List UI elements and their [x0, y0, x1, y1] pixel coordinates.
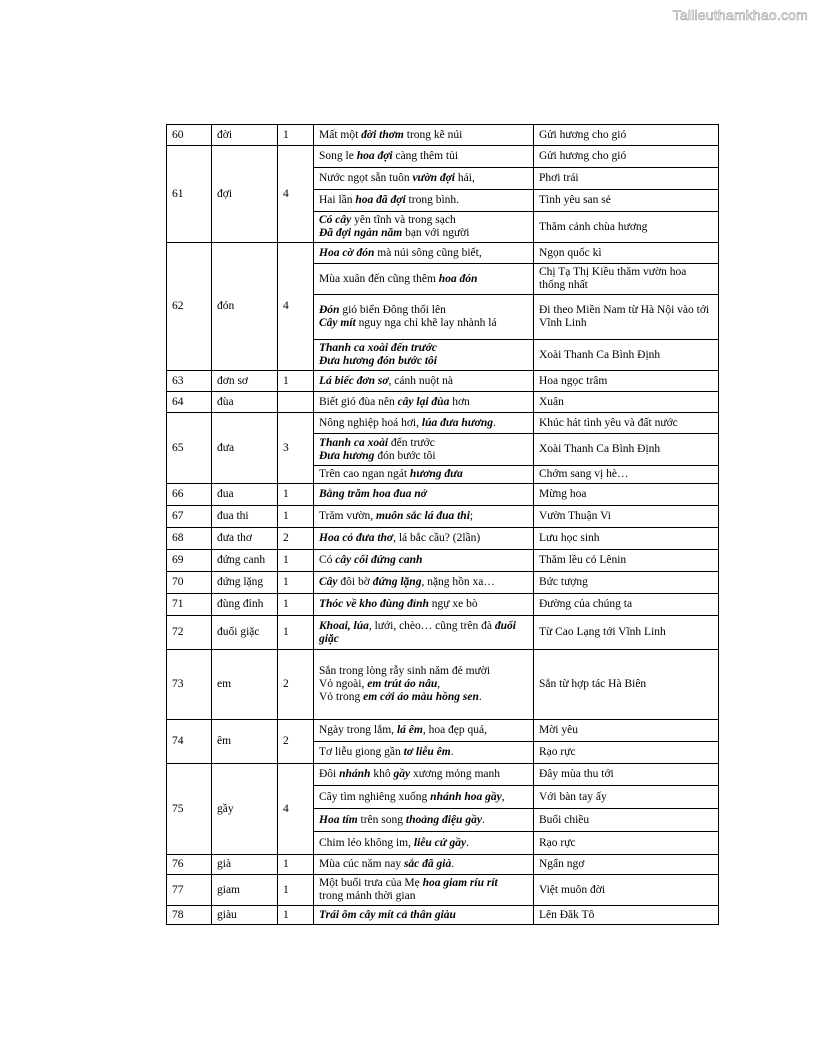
row-number: 70 [167, 572, 212, 594]
row-number: 72 [167, 616, 212, 650]
poem-title-cell [534, 855, 719, 875]
poem-title: Xoài Thanh Ca Bình Định [539, 348, 661, 361]
count-cell: 1 [278, 550, 314, 572]
verse-cell [314, 295, 534, 340]
poem-title: Việt muôn đời [539, 883, 606, 896]
row-number: 77 [167, 875, 212, 906]
table-row [167, 243, 719, 264]
word-cell: giam [212, 875, 278, 906]
table-row [167, 371, 719, 392]
poem-title: Đi theo Miền Nam từ Hà Nội vào tới Vĩnh Linh [539, 304, 710, 329]
verse-cell [314, 434, 534, 466]
verse-cell [314, 125, 534, 146]
verse-text: Đôi nhánh khô gầy xương mỏng manh [319, 768, 501, 780]
verse-cell [314, 616, 534, 650]
poem-title: Chớm sang vị hè… [539, 468, 629, 480]
word-cell: đưa [212, 413, 278, 484]
verse-cell [314, 506, 534, 528]
row-number: 60 [167, 125, 212, 146]
poem-title-cell [534, 906, 719, 925]
row-number: 62 [167, 243, 212, 371]
poem-title-cell [534, 168, 719, 190]
poem-title: Từ Cao Lạng tới Vĩnh Linh [539, 626, 666, 638]
poem-title: Tình yêu san sẻ [539, 194, 611, 206]
table-row [167, 146, 719, 168]
word-cell: đùng đỉnh [212, 594, 278, 616]
verse-cell [314, 650, 534, 720]
word-cell: đùa [212, 392, 278, 413]
verse-cell [314, 594, 534, 616]
word-cell: gầy [212, 764, 278, 855]
verse-cell [314, 720, 534, 742]
row-number: 64 [167, 392, 212, 413]
verse-cell [314, 855, 534, 875]
verse-text: Ngày trong lắm, lá êm, hoa đẹp quá, [319, 724, 488, 736]
verse-text: Hai lần hoa đã đợi trong bình. [319, 194, 460, 206]
verse-cell [314, 146, 534, 168]
verse-cell [314, 340, 534, 371]
word-cell: già [212, 855, 278, 875]
poem-title-cell [534, 616, 719, 650]
verse-text: Cây đôi bờ đứng lặng, nặng hồn xa… [319, 576, 495, 588]
verse-cell [314, 484, 534, 506]
count-cell: 1 [278, 572, 314, 594]
count-cell: 4 [278, 146, 314, 243]
verse-text: Trên cao ngan ngát hương đưa [319, 468, 463, 480]
table-row [167, 392, 719, 413]
verse-text: Thóc về kho đùng đỉnh ngự xe bò [319, 598, 478, 610]
poem-title: Rạo rực [539, 836, 576, 849]
verse-text: Song le hoa đợi càng thêm tủi [319, 150, 459, 162]
poem-title-cell [534, 720, 719, 742]
word-table-body [167, 125, 719, 925]
count-cell: 2 [278, 528, 314, 550]
watermark-text: Tailieuthamkhao.com [672, 7, 808, 23]
verse-text: Mùa cúc năm nay sắc đã già. [319, 858, 455, 870]
word-cell: đua thi [212, 506, 278, 528]
word-cell: đua [212, 484, 278, 506]
poem-title-cell [534, 528, 719, 550]
count-cell: 4 [278, 243, 314, 371]
poem-title: Rạo rực [539, 746, 576, 758]
row-number: 68 [167, 528, 212, 550]
verse-cell [314, 466, 534, 484]
poem-title: Với bàn tay ấy [539, 790, 607, 803]
count-cell: 1 [278, 616, 314, 650]
verse-text: Mất một đời thơm trong kẽ núi [319, 128, 463, 141]
poem-title-cell [534, 809, 719, 832]
word-cell: đời [212, 125, 278, 146]
word-cell: đơn sơ [212, 371, 278, 392]
poem-title: Thăm lều cỏ Lênin [539, 554, 627, 566]
verse-text: Nước ngọt sẵn tuôn vườn đợi hái, [319, 172, 475, 184]
verse-text: Hoa tím trên song thoảng điệu gầy. [319, 813, 485, 826]
poem-title-cell [534, 190, 719, 212]
verse-text: Đón gió biển Đông thổi lên Cây mít nguy nga chỉ khẽ lay nhành lá [319, 304, 497, 329]
poem-title-cell [534, 572, 719, 594]
word-cell: đợi [212, 146, 278, 243]
word-cell: đứng lặng [212, 572, 278, 594]
poem-title: Vườn Thuận Vi [539, 510, 611, 522]
verse-cell [314, 742, 534, 764]
word-cell: đứng canh [212, 550, 278, 572]
poem-title: Khúc hát tình yêu và đất nước [539, 416, 678, 429]
poem-title: Gửi hương cho gió [539, 128, 627, 141]
table-row [167, 906, 719, 925]
poem-title-cell [534, 340, 719, 371]
row-number: 66 [167, 484, 212, 506]
count-cell: 1 [278, 906, 314, 925]
verse-cell [314, 392, 534, 413]
poem-title: Lên Đăk Tô [539, 908, 595, 921]
row-number: 75 [167, 764, 212, 855]
verse-text: Hoa cờ đón mà núi sông cũng biết, [319, 246, 482, 259]
poem-title-cell [534, 466, 719, 484]
verse-text: Bằng trăm hoa đua nở [319, 488, 427, 500]
verse-text: Trăm vườn, muôn sắc lá đua thi; [319, 510, 474, 522]
poem-title: Xuân [539, 395, 564, 408]
count-cell [278, 392, 314, 413]
verse-text: Có cây yên tĩnh và trong sạch Đã đợi ngàn năm bạn với người [319, 214, 470, 239]
poem-title-cell [534, 243, 719, 264]
verse-cell [314, 190, 534, 212]
word-cell: đưa thơ [212, 528, 278, 550]
table-row [167, 764, 719, 786]
poem-title-cell [534, 832, 719, 855]
table-row [167, 125, 719, 146]
verse-cell [314, 786, 534, 809]
verse-cell [314, 906, 534, 925]
poem-title: Xoài Thanh Ca Bình Định [539, 443, 661, 455]
row-number: 61 [167, 146, 212, 243]
word-cell: giàu [212, 906, 278, 925]
table-row [167, 528, 719, 550]
verse-text: Cây tìm nghiêng xuống nhánh hoa gầy, [319, 790, 505, 803]
count-cell: 1 [278, 875, 314, 906]
word-cell: êm [212, 720, 278, 764]
verse-text: Thanh ca xoài đến trước Đưa hương đón bước tôi [319, 436, 436, 462]
table-row [167, 550, 719, 572]
poem-title-cell [534, 650, 719, 720]
verse-text: Chim léo không im, liễu cứ gầy. [319, 836, 469, 849]
row-number: 67 [167, 506, 212, 528]
verse-cell [314, 413, 534, 434]
poem-title-cell [534, 392, 719, 413]
table-row [167, 572, 719, 594]
poem-title: Thăm cảnh chùa hương [539, 220, 648, 233]
table-row [167, 650, 719, 720]
verse-text: Hoa cỏ đưa thơ, lá bắc cầu? (2lần) [319, 532, 481, 544]
verse-text: Biết gió đùa nên cây lại đùa hơn [319, 395, 470, 408]
table-row [167, 616, 719, 650]
verse-cell [314, 764, 534, 786]
verse-cell [314, 528, 534, 550]
poem-title-cell [534, 764, 719, 786]
count-cell: 1 [278, 594, 314, 616]
row-number: 76 [167, 855, 212, 875]
verse-text: Mùa xuân đến cũng thêm hoa đón [319, 272, 478, 285]
row-number: 63 [167, 371, 212, 392]
poem-title-cell [534, 371, 719, 392]
poem-title: Gửi hương cho gió [539, 150, 627, 162]
poem-title: Bức tượng [539, 576, 588, 588]
count-cell: 4 [278, 764, 314, 855]
poem-title-cell [534, 742, 719, 764]
verse-text: Tơ liễu giong gần tơ liễu êm. [319, 746, 454, 758]
word-cell: đuổi giặc [212, 616, 278, 650]
poem-title-cell [534, 786, 719, 809]
row-number: 73 [167, 650, 212, 720]
verse-text: Trái ôm cây mít cả thân giàu [319, 908, 456, 921]
row-number: 78 [167, 906, 212, 925]
row-number: 74 [167, 720, 212, 764]
poem-title: Mời yêu [539, 724, 578, 736]
table-row [167, 484, 719, 506]
poem-title: Mừng hoa [539, 488, 587, 500]
table-row [167, 720, 719, 742]
verse-cell [314, 212, 534, 243]
verse-text: Sắn trong lòng rẫy sinh năm đẻ mười Vỏ ngoài, em trút áo nâu, Vỏ trong em cởi áo màu hồng sen. [319, 665, 491, 703]
poem-title-cell [534, 484, 719, 506]
count-cell: 1 [278, 371, 314, 392]
verse-cell [314, 572, 534, 594]
verse-text: Thanh ca xoài đến trước Đưa hương đón bước tôi [319, 342, 437, 367]
table-row [167, 413, 719, 434]
table-row [167, 875, 719, 906]
poem-title-cell [534, 875, 719, 906]
verse-text: Khoai, lúa, lưới, chèo… cũng trên đà đuổi giặc [319, 619, 516, 645]
verse-cell [314, 243, 534, 264]
poem-title: Lưu học sinh [539, 532, 600, 544]
verse-text: Có cây cối đứng canh [319, 554, 423, 566]
poem-title-cell [534, 146, 719, 168]
count-cell: 1 [278, 484, 314, 506]
row-number: 65 [167, 413, 212, 484]
verse-cell [314, 832, 534, 855]
verse-text: Một buổi trưa của Mẹ hoa giam ríu rít trong mảnh thời gian [319, 877, 498, 902]
verse-text: Lá biếc đơn sơ, cánh nuột nà [319, 374, 454, 387]
verse-text: Nông nghiệp hoá hơi, lúa đưa hương. [319, 416, 496, 429]
row-number: 71 [167, 594, 212, 616]
poem-title: Đây mùa thu tới [539, 768, 614, 780]
table-row [167, 855, 719, 875]
poem-title: Chị Tạ Thị Kiều thăm vườn hoa thống nhất [539, 266, 687, 291]
poem-title: Phơi trái [539, 172, 579, 184]
poem-title-cell [534, 550, 719, 572]
count-cell: 2 [278, 720, 314, 764]
word-cell: đón [212, 243, 278, 371]
poem-title-cell [534, 506, 719, 528]
poem-title: Sắn từ hợp tác Hà Biên [539, 678, 647, 690]
poem-title: Đường của chúng ta [539, 598, 633, 610]
count-cell: 1 [278, 855, 314, 875]
poem-title-cell [534, 594, 719, 616]
poem-title: Hoa ngọc trâm [539, 374, 608, 387]
table-row [167, 506, 719, 528]
poem-title-cell [534, 264, 719, 295]
row-number: 69 [167, 550, 212, 572]
poem-title-cell [534, 212, 719, 243]
verse-cell [314, 550, 534, 572]
poem-title: Buổi chiều [539, 813, 590, 826]
count-cell: 3 [278, 413, 314, 484]
word-cell: em [212, 650, 278, 720]
count-cell: 2 [278, 650, 314, 720]
verse-cell [314, 168, 534, 190]
poem-title-cell [534, 413, 719, 434]
poem-title: Ngọn quốc kì [539, 246, 602, 259]
table-row [167, 594, 719, 616]
poem-title-cell [534, 434, 719, 466]
poem-title: Ngẩn ngơ [539, 858, 585, 870]
word-table [166, 124, 719, 925]
poem-title-cell [534, 295, 719, 340]
count-cell: 1 [278, 125, 314, 146]
verse-cell [314, 371, 534, 392]
verse-cell [314, 809, 534, 832]
verse-cell [314, 264, 534, 295]
count-cell: 1 [278, 506, 314, 528]
verse-cell [314, 875, 534, 906]
poem-title-cell [534, 125, 719, 146]
